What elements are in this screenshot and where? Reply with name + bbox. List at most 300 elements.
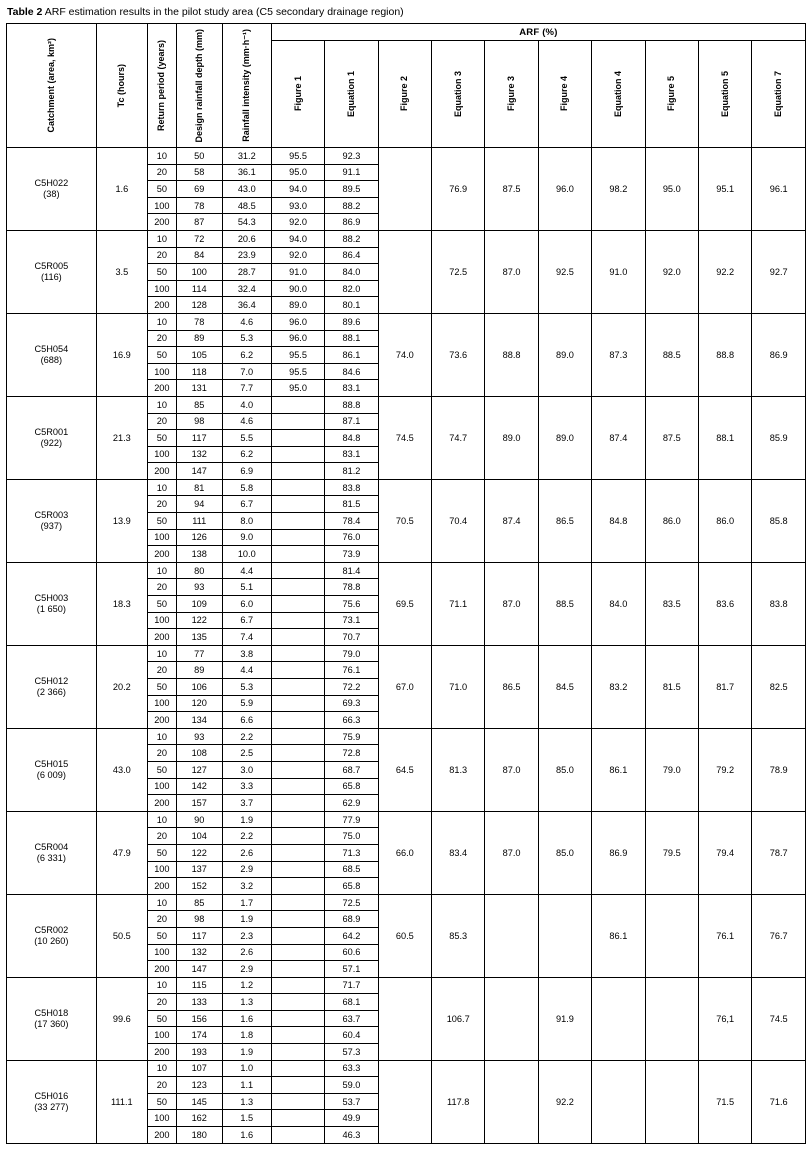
cell-figure-2	[378, 1060, 431, 1143]
cell-figure-1	[271, 446, 324, 463]
cell-rainfall-intensity: 8.0	[222, 513, 271, 530]
cell-tc: 20.2	[96, 645, 147, 728]
cell-figure-1	[271, 496, 324, 513]
cell-rainfall-intensity: 6.7	[222, 496, 271, 513]
table-row	[7, 230, 806, 247]
cell-figure-1	[271, 629, 324, 646]
cell-figure-3: 87.0	[485, 728, 538, 811]
col-header-figure-5-label: Figure 5	[666, 76, 677, 112]
cell-equation-1: 76.1	[325, 662, 378, 679]
cell-return-period: 200	[147, 961, 176, 978]
cell-design-rainfall-depth: 85	[176, 894, 222, 911]
table-head	[7, 24, 806, 148]
cell-tc: 13.9	[96, 479, 147, 562]
cell-figure-3: 87.0	[485, 230, 538, 313]
cell-design-rainfall-depth: 100	[176, 264, 222, 281]
cell-figure-1	[271, 1027, 324, 1044]
cell-equation-1: 65.8	[325, 778, 378, 795]
cell-figure-5: 86.0	[645, 479, 698, 562]
col-header-design-rainfall-depth-label: Design rainfall depth (mm)	[193, 28, 204, 143]
cell-catchment	[7, 811, 97, 894]
cell-figure-1: 95.0	[271, 380, 324, 397]
cell-return-period: 100	[147, 612, 176, 629]
cell-equation-7: 74.5	[752, 977, 806, 1060]
cell-return-period: 200	[147, 629, 176, 646]
cell-figure-1	[271, 1093, 324, 1110]
col-header-tc	[96, 24, 147, 148]
cell-design-rainfall-depth: 157	[176, 795, 222, 812]
cell-rainfall-intensity: 7.0	[222, 363, 271, 380]
cell-equation-4: 86.1	[592, 728, 645, 811]
table-caption	[7, 6, 806, 19]
cell-equation-1: 78.8	[325, 579, 378, 596]
cell-equation-3: 74.7	[432, 396, 485, 479]
cell-rainfall-intensity: 3.2	[222, 878, 271, 895]
cell-catchment	[7, 977, 97, 1060]
cell-figure-1	[271, 977, 324, 994]
cell-figure-1	[271, 579, 324, 596]
cell-figure-5	[645, 1060, 698, 1143]
cell-return-period: 100	[147, 280, 176, 297]
cell-figure-3: 87.0	[485, 562, 538, 645]
cell-design-rainfall-depth: 77	[176, 645, 222, 662]
cell-design-rainfall-depth: 174	[176, 1027, 222, 1044]
cell-equation-1: 83.8	[325, 479, 378, 496]
cell-figure-1	[271, 612, 324, 629]
cell-return-period: 20	[147, 828, 176, 845]
cell-rainfall-intensity: 6.2	[222, 347, 271, 364]
cell-return-period: 200	[147, 214, 176, 231]
cell-figure-2: 69.5	[378, 562, 431, 645]
cell-return-period: 10	[147, 396, 176, 413]
cell-design-rainfall-depth: 58	[176, 164, 222, 181]
cell-return-period: 10	[147, 811, 176, 828]
cell-equation-5: 92.2	[698, 230, 751, 313]
cell-equation-1: 79.0	[325, 645, 378, 662]
cell-rainfall-intensity: 1.8	[222, 1027, 271, 1044]
cell-catchment	[7, 894, 97, 977]
table-row	[7, 313, 806, 330]
cell-equation-1: 65.8	[325, 878, 378, 895]
cell-return-period: 20	[147, 994, 176, 1011]
cell-rainfall-intensity: 1.6	[222, 1010, 271, 1027]
cell-equation-1: 86.9	[325, 214, 378, 231]
cell-rainfall-intensity: 1.9	[222, 1044, 271, 1061]
cell-figure-1	[271, 844, 324, 861]
cell-figure-1	[271, 479, 324, 496]
cell-design-rainfall-depth: 104	[176, 828, 222, 845]
cell-equation-5: 83.6	[698, 562, 751, 645]
col-header-return-period	[147, 24, 176, 148]
cell-rainfall-intensity: 2.6	[222, 944, 271, 961]
cell-design-rainfall-depth: 106	[176, 679, 222, 696]
cell-design-rainfall-depth: 114	[176, 280, 222, 297]
cell-rainfall-intensity: 1.3	[222, 994, 271, 1011]
cell-design-rainfall-depth: 94	[176, 496, 222, 513]
cell-return-period: 10	[147, 728, 176, 745]
col-header-tc-label: Tc (hours)	[116, 63, 127, 108]
cell-equation-1: 68.5	[325, 861, 378, 878]
cell-figure-1	[271, 1060, 324, 1077]
cell-return-period: 50	[147, 596, 176, 613]
cell-equation-3: 71.0	[432, 645, 485, 728]
cell-catchment	[7, 1060, 97, 1143]
cell-figure-1	[271, 778, 324, 795]
catchment-code: C5H015	[34, 758, 69, 769]
cell-equation-1: 63.7	[325, 1010, 378, 1027]
cell-figure-2: 70.5	[378, 479, 431, 562]
cell-equation-1: 75.9	[325, 728, 378, 745]
cell-figure-4: 92.5	[538, 230, 591, 313]
cell-catchment	[7, 562, 97, 645]
cell-equation-1: 84.6	[325, 363, 378, 380]
cell-rainfall-intensity: 9.0	[222, 529, 271, 546]
cell-design-rainfall-depth: 127	[176, 761, 222, 778]
cell-equation-5: 95.1	[698, 148, 751, 231]
cell-equation-5: 88.1	[698, 396, 751, 479]
cell-catchment	[7, 313, 97, 396]
cell-equation-5: 79.4	[698, 811, 751, 894]
cell-equation-4: 84.0	[592, 562, 645, 645]
cell-rainfall-intensity: 1.1	[222, 1077, 271, 1094]
cell-equation-1: 86.1	[325, 347, 378, 364]
cell-design-rainfall-depth: 108	[176, 745, 222, 762]
cell-equation-4	[592, 977, 645, 1060]
cell-equation-1: 70.7	[325, 629, 378, 646]
table-row	[7, 977, 806, 994]
cell-tc: 3.5	[96, 230, 147, 313]
cell-figure-1	[271, 546, 324, 563]
col-header-figure-3-label: Figure 3	[506, 76, 517, 112]
cell-figure-3: 89.0	[485, 396, 538, 479]
col-header-equation-3	[432, 41, 485, 148]
cell-rainfall-intensity: 2.3	[222, 927, 271, 944]
cell-design-rainfall-depth: 87	[176, 214, 222, 231]
table-caption-text: ARF estimation results in the pilot study area (C5 secondary drainage region)	[44, 6, 404, 18]
cell-return-period: 20	[147, 579, 176, 596]
cell-return-period: 200	[147, 1044, 176, 1061]
cell-figure-1	[271, 712, 324, 729]
cell-equation-1: 68.9	[325, 911, 378, 928]
col-header-equation-5	[698, 41, 751, 148]
cell-design-rainfall-depth: 78	[176, 197, 222, 214]
cell-equation-1: 63.3	[325, 1060, 378, 1077]
cell-rainfall-intensity: 1.5	[222, 1110, 271, 1127]
cell-rainfall-intensity: 32.4	[222, 280, 271, 297]
cell-figure-5: 95.0	[645, 148, 698, 231]
cell-equation-1: 68.1	[325, 994, 378, 1011]
cell-figure-3: 87.0	[485, 811, 538, 894]
cell-figure-5: 83.5	[645, 562, 698, 645]
cell-return-period: 20	[147, 496, 176, 513]
cell-design-rainfall-depth: 50	[176, 148, 222, 165]
cell-equation-1: 62.9	[325, 795, 378, 812]
catchment-area: (6 009)	[36, 769, 66, 780]
cell-equation-1: 84.8	[325, 430, 378, 447]
cell-figure-1	[271, 927, 324, 944]
cell-rainfall-intensity: 1.9	[222, 911, 271, 928]
table-row	[7, 645, 806, 662]
cell-return-period: 10	[147, 562, 176, 579]
cell-equation-1: 83.1	[325, 446, 378, 463]
cell-return-period: 200	[147, 380, 176, 397]
cell-return-period: 10	[147, 977, 176, 994]
cell-figure-3: 87.5	[485, 148, 538, 231]
cell-equation-4: 84.8	[592, 479, 645, 562]
cell-return-period: 50	[147, 927, 176, 944]
cell-catchment	[7, 645, 97, 728]
col-header-equation-5-label: Equation 5	[719, 70, 730, 117]
cell-figure-1	[271, 861, 324, 878]
cell-equation-1: 83.1	[325, 380, 378, 397]
cell-figure-1	[271, 396, 324, 413]
cell-equation-7: 76.7	[752, 894, 806, 977]
cell-equation-1: 60.6	[325, 944, 378, 961]
col-header-figure-2	[378, 41, 431, 148]
cell-equation-7: 83.8	[752, 562, 806, 645]
cell-return-period: 20	[147, 330, 176, 347]
cell-equation-7: 96.1	[752, 148, 806, 231]
cell-figure-4: 96.0	[538, 148, 591, 231]
cell-figure-1	[271, 679, 324, 696]
cell-return-period: 50	[147, 181, 176, 198]
cell-figure-1	[271, 761, 324, 778]
cell-rainfall-intensity: 6.2	[222, 446, 271, 463]
cell-equation-1: 72.2	[325, 679, 378, 696]
cell-return-period: 100	[147, 529, 176, 546]
cell-return-period: 50	[147, 1093, 176, 1110]
cell-equation-1: 57.3	[325, 1044, 378, 1061]
cell-rainfall-intensity: 1.6	[222, 1127, 271, 1144]
cell-return-period: 200	[147, 546, 176, 563]
cell-rainfall-intensity: 5.8	[222, 479, 271, 496]
cell-equation-1: 66.3	[325, 712, 378, 729]
cell-equation-1: 57.1	[325, 961, 378, 978]
cell-design-rainfall-depth: 117	[176, 927, 222, 944]
cell-return-period: 10	[147, 230, 176, 247]
col-header-arf-group: ARF (%)	[271, 24, 805, 41]
cell-rainfall-intensity: 43.0	[222, 181, 271, 198]
cell-design-rainfall-depth: 156	[176, 1010, 222, 1027]
cell-figure-3	[485, 977, 538, 1060]
col-header-figure-1-label: Figure 1	[292, 76, 303, 112]
cell-design-rainfall-depth: 115	[176, 977, 222, 994]
cell-design-rainfall-depth: 85	[176, 396, 222, 413]
cell-equation-3: 85.3	[432, 894, 485, 977]
cell-figure-4: 89.0	[538, 313, 591, 396]
cell-figure-4: 84.5	[538, 645, 591, 728]
cell-design-rainfall-depth: 122	[176, 844, 222, 861]
cell-rainfall-intensity: 54.3	[222, 214, 271, 231]
header-group-row	[7, 24, 806, 41]
cell-figure-2: 67.0	[378, 645, 431, 728]
cell-rainfall-intensity: 3.3	[222, 778, 271, 795]
cell-figure-2	[378, 148, 431, 231]
cell-catchment	[7, 230, 97, 313]
col-header-rainfall-intensity	[222, 24, 271, 148]
cell-return-period: 10	[147, 894, 176, 911]
cell-design-rainfall-depth: 147	[176, 463, 222, 480]
cell-equation-1: 72.5	[325, 894, 378, 911]
cell-rainfall-intensity: 6.6	[222, 712, 271, 729]
cell-rainfall-intensity: 7.4	[222, 629, 271, 646]
cell-design-rainfall-depth: 145	[176, 1093, 222, 1110]
cell-design-rainfall-depth: 84	[176, 247, 222, 264]
cell-design-rainfall-depth: 180	[176, 1127, 222, 1144]
cell-figure-1: 96.0	[271, 330, 324, 347]
cell-return-period: 10	[147, 645, 176, 662]
cell-equation-1: 88.2	[325, 197, 378, 214]
cell-design-rainfall-depth: 126	[176, 529, 222, 546]
cell-return-period: 20	[147, 911, 176, 928]
cell-figure-2: 74.5	[378, 396, 431, 479]
cell-figure-2	[378, 230, 431, 313]
cell-figure-1	[271, 745, 324, 762]
cell-equation-1: 75.6	[325, 596, 378, 613]
cell-figure-1: 92.0	[271, 247, 324, 264]
cell-equation-5: 88.8	[698, 313, 751, 396]
cell-equation-7: 85.8	[752, 479, 806, 562]
cell-return-period: 20	[147, 413, 176, 430]
cell-equation-1: 73.9	[325, 546, 378, 563]
cell-equation-4: 87.4	[592, 396, 645, 479]
table-row	[7, 1060, 806, 1077]
catchment-area: (116)	[40, 271, 62, 282]
cell-figure-1	[271, 1110, 324, 1127]
cell-equation-1: 80.1	[325, 297, 378, 314]
cell-return-period: 20	[147, 247, 176, 264]
cell-tc: 18.3	[96, 562, 147, 645]
cell-figure-3: 88.8	[485, 313, 538, 396]
cell-equation-5: 76,1	[698, 977, 751, 1060]
catchment-area: (1 650)	[36, 603, 66, 614]
cell-equation-1: 73.1	[325, 612, 378, 629]
col-header-figure-1	[271, 41, 324, 148]
cell-equation-5: 81.7	[698, 645, 751, 728]
col-header-figure-4-label: Figure 4	[559, 76, 570, 112]
cell-figure-1	[271, 828, 324, 845]
cell-rainfall-intensity: 3.8	[222, 645, 271, 662]
col-header-equation-4-label: Equation 4	[612, 70, 623, 117]
cell-design-rainfall-depth: 138	[176, 546, 222, 563]
cell-figure-5	[645, 894, 698, 977]
cell-design-rainfall-depth: 109	[176, 596, 222, 613]
cell-figure-1: 93.0	[271, 197, 324, 214]
catchment-code: C5H054	[34, 343, 69, 354]
cell-equation-7: 78.9	[752, 728, 806, 811]
cell-design-rainfall-depth: 193	[176, 1044, 222, 1061]
cell-equation-1: 64.2	[325, 927, 378, 944]
cell-equation-4: 86.1	[592, 894, 645, 977]
cell-tc: 99.6	[96, 977, 147, 1060]
cell-figure-1	[271, 1010, 324, 1027]
cell-return-period: 50	[147, 679, 176, 696]
catchment-area: (10 260)	[34, 935, 69, 946]
cell-equation-5: 76.1	[698, 894, 751, 977]
cell-design-rainfall-depth: 132	[176, 446, 222, 463]
col-header-equation-3-label: Equation 3	[452, 70, 463, 117]
cell-equation-1: 81.5	[325, 496, 378, 513]
cell-design-rainfall-depth: 98	[176, 911, 222, 928]
cell-figure-4: 92.2	[538, 1060, 591, 1143]
cell-equation-1: 46.3	[325, 1127, 378, 1144]
cell-figure-4: 89.0	[538, 396, 591, 479]
cell-figure-1	[271, 728, 324, 745]
cell-return-period: 20	[147, 745, 176, 762]
cell-rainfall-intensity: 2.6	[222, 844, 271, 861]
table-row	[7, 562, 806, 579]
cell-figure-2: 66.0	[378, 811, 431, 894]
cell-equation-1: 88.8	[325, 396, 378, 413]
cell-rainfall-intensity: 4.6	[222, 413, 271, 430]
cell-equation-1: 71.3	[325, 844, 378, 861]
cell-rainfall-intensity: 6.9	[222, 463, 271, 480]
cell-design-rainfall-depth: 135	[176, 629, 222, 646]
cell-design-rainfall-depth: 90	[176, 811, 222, 828]
cell-figure-5: 79.0	[645, 728, 698, 811]
catchment-area: (922)	[40, 437, 63, 448]
cell-equation-1: 68.7	[325, 761, 378, 778]
cell-equation-3: 70.4	[432, 479, 485, 562]
cell-rainfall-intensity: 3.0	[222, 761, 271, 778]
catchment-code: C5H022	[34, 177, 69, 188]
catchment-code: C5H018	[34, 1007, 69, 1018]
cell-equation-1: 75.0	[325, 828, 378, 845]
cell-rainfall-intensity: 31.2	[222, 148, 271, 165]
cell-equation-3: 117.8	[432, 1060, 485, 1143]
catchment-area: (17 360)	[34, 1018, 69, 1029]
cell-design-rainfall-depth: 147	[176, 961, 222, 978]
cell-return-period: 100	[147, 363, 176, 380]
cell-figure-3: 87.4	[485, 479, 538, 562]
col-header-figure-3	[485, 41, 538, 148]
cell-figure-1	[271, 513, 324, 530]
cell-return-period: 50	[147, 761, 176, 778]
cell-figure-1	[271, 944, 324, 961]
table-row	[7, 479, 806, 496]
cell-rainfall-intensity: 36.4	[222, 297, 271, 314]
cell-equation-1: 89.6	[325, 313, 378, 330]
cell-design-rainfall-depth: 93	[176, 728, 222, 745]
cell-equation-1: 71.7	[325, 977, 378, 994]
cell-equation-1: 72.8	[325, 745, 378, 762]
cell-return-period: 100	[147, 197, 176, 214]
cell-equation-1: 81.4	[325, 562, 378, 579]
cell-return-period: 200	[147, 878, 176, 895]
cell-rainfall-intensity: 1.3	[222, 1093, 271, 1110]
cell-figure-5: 87.5	[645, 396, 698, 479]
cell-figure-1	[271, 1044, 324, 1061]
arf-results-table	[6, 23, 806, 1144]
cell-design-rainfall-depth: 89	[176, 330, 222, 347]
cell-equation-7: 78.7	[752, 811, 806, 894]
cell-equation-3: 73.6	[432, 313, 485, 396]
cell-rainfall-intensity: 2.9	[222, 861, 271, 878]
cell-figure-4	[538, 894, 591, 977]
cell-equation-1: 49.9	[325, 1110, 378, 1127]
col-header-equation-1-label: Equation 1	[345, 70, 356, 117]
cell-equation-4	[592, 1060, 645, 1143]
cell-figure-1	[271, 811, 324, 828]
cell-equation-1: 88.1	[325, 330, 378, 347]
cell-return-period: 100	[147, 446, 176, 463]
cell-catchment	[7, 396, 97, 479]
cell-figure-4: 85.0	[538, 811, 591, 894]
cell-design-rainfall-depth: 117	[176, 430, 222, 447]
cell-figure-1	[271, 662, 324, 679]
cell-return-period: 10	[147, 313, 176, 330]
cell-figure-1: 94.0	[271, 181, 324, 198]
